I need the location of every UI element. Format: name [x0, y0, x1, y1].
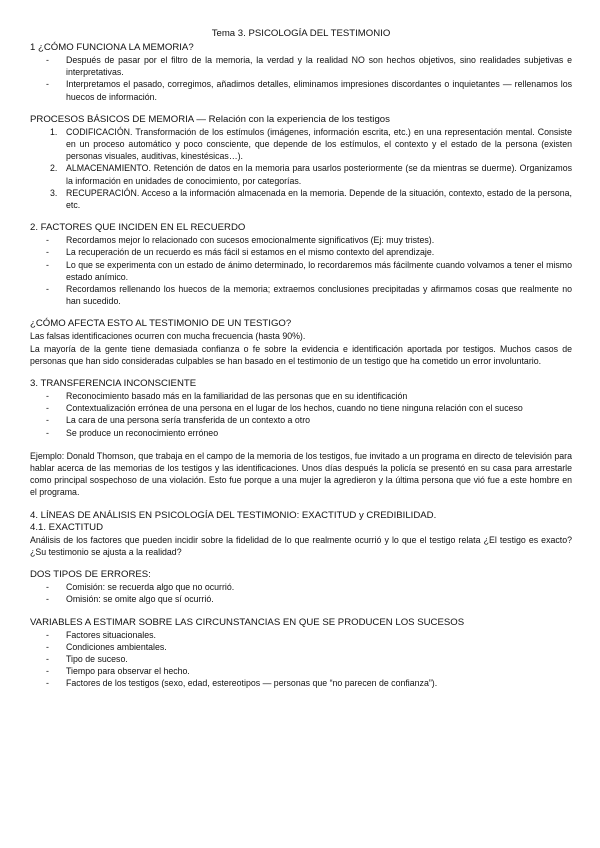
- list-item: - Reconocimiento basado más en la familiaridad de las personas que en su identificación: [30, 390, 572, 402]
- afecta-line: Las falsas identificaciones ocurren con mucha frecuencia (hasta 90%).: [30, 331, 306, 342]
- list-item: - Recordamos mejor lo relacionado con sucesos emocionalmente significativos (Ej: muy tristes).: [30, 234, 572, 246]
- section-1-list: [30, 54, 572, 103]
- variables-heading: VARIABLES A ESTIMAR SOBRE LAS CIRCUNSTANCIAS EN QUE SE PRODUCEN LOS SUCESOS: [30, 616, 465, 628]
- section-3-list: [30, 390, 572, 439]
- document-page: [30, 28, 572, 690]
- document-title: Tema 3. PSICOLOGÍA DEL TESTIMONIO: [211, 28, 391, 39]
- section-4-1-heading: 4.1. EXACTITUD: [30, 521, 104, 533]
- list-item: - Comisión: se recuerda algo que no ocurrió.: [30, 581, 572, 593]
- list-item: - Contextualización errónea de una persona en el lugar de los hechos, cuando no tiene ninguna relación con el suceso: [30, 402, 572, 414]
- list-item: - Factores situacionales.: [30, 629, 572, 641]
- list-item: - Condiciones ambientales.: [30, 641, 572, 653]
- list-item: - Omisión: se omite algo que sí ocurrió.: [30, 593, 572, 605]
- item-number: 3.: [50, 187, 58, 198]
- item-text: RECUPERACIÓN. Acceso a la información almacenada en la memoria. Depende de la situación, contexto, estado de la persona, etc.: [66, 187, 572, 211]
- list-item: - Recordamos rellenando los huecos de la memoria; extraemos conclusiones precipitadas y afirmamos cosas que realmente no han sucedido.: [30, 283, 572, 307]
- procesos-list: [30, 126, 572, 211]
- item-text: ALMACENAMIENTO. Retención de datos en la memoria para usarlos posteriormente (se da mientras se duerme). Organizamos la información en unidades de conocimiento, por categorías.: [66, 163, 572, 186]
- list-item: - La cara de una persona sería transferida de un contexto a otro: [30, 414, 572, 426]
- list-item: - Se produce un reconocimiento erróneo: [30, 427, 572, 439]
- list-item: - La recuperación de un recuerdo es más fácil si estamos en el mismo contexto del aprendizaje.: [30, 246, 572, 258]
- section-4-1-paragraph: Análisis de los factores que pueden incidir sobre la fidelidad de lo que realmente ocurrió y lo que el testigo relata ¿El testigo es exacto? ¿Su testimonio se ajusta a la realidad?: [30, 534, 572, 557]
- list-item: - Tiempo para observar el hecho.: [30, 665, 572, 677]
- list-item: - Tipo de suceso.: [30, 653, 572, 665]
- errores-list: [30, 581, 572, 605]
- item-number: 2.: [50, 163, 58, 174]
- list-item: [30, 126, 572, 163]
- list-item: [30, 162, 572, 186]
- ejemplo-paragraph: Ejemplo: Donald Thomson, que trabaja en el campo de la memoria de los testigos, fue invitado a un programa en directo de televisión para hablar acerca de las memorias de los testigos y las identificaciones. Unos días después la policía se presentó en su casa para arrestarle como principal sospechoso de una violación. Esto fue porque a una mujer la agredieron y la última persona que vió fue a este hombre en el programa.: [30, 450, 572, 498]
- item-text: CODIFICACIÓN. Transformación de los estímulos (imágenes, información escrita, etc.) en una representación mental. Consiste en un proceso automático y poco consciente, que depende de los estímulos, el contexto y el estado de la persona (existen personas visuales, auditivas, kinestésicas…).: [66, 126, 572, 162]
- list-item: - Factores de los testigos (sexo, edad, estereotipos — personas que “no parecen de confianza”).: [30, 677, 572, 689]
- afecta-heading: ¿CÓMO AFECTA ESTO AL TESTIMONIO DE UN TESTIGO?: [30, 318, 292, 330]
- list-item: [30, 187, 572, 211]
- item-number: 1.: [50, 126, 58, 137]
- section-3-heading: 3. TRANSFERENCIA INCONSCIENTE: [30, 378, 197, 390]
- section-1-heading: 1 ¿CÓMO FUNCIONA LA MEMORIA?: [30, 42, 194, 53]
- errores-heading: DOS TIPOS DE ERRORES:: [30, 569, 151, 581]
- list-item: - Después de pasar por el filtro de la memoria, la verdad y la realidad NO son hechos objetivos, sino realidades subjetivas e interpretativas.: [30, 54, 572, 78]
- list-item: - Lo que se experimenta con un estado de ánimo determinado, lo recordaremos más fácilmente cuando volvamos a tener el mismo estado anímico.: [30, 259, 572, 283]
- variables-list: [30, 629, 572, 690]
- section-4-heading: 4. LÍNEAS DE ANÁLISIS EN PSICOLOGÍA DEL TESTIMONIO: EXACTITUD y CREDIBILIDAD.: [30, 509, 437, 521]
- section-2-heading: 2. FACTORES QUE INCIDEN EN EL RECUERDO: [30, 222, 246, 234]
- afecta-paragraph: La mayoría de la gente tiene demasiada confianza o fe sobre la evidencia e identificación aportada por testigos. Muchos casos de personas que han sido consideradas culpables se han basado en el testimonio de un testigo que ha cometido un error involuntario.: [30, 343, 572, 366]
- list-item: - Interpretamos el pasado, corregimos, añadimos detalles, eliminamos impresiones discordantes o inquietantes — rellenamos los huecos de información.: [30, 78, 572, 102]
- procesos-heading: PROCESOS BÁSICOS DE MEMORIA — Relación con la experiencia de los testigos: [30, 113, 390, 125]
- section-2-list: [30, 234, 572, 307]
